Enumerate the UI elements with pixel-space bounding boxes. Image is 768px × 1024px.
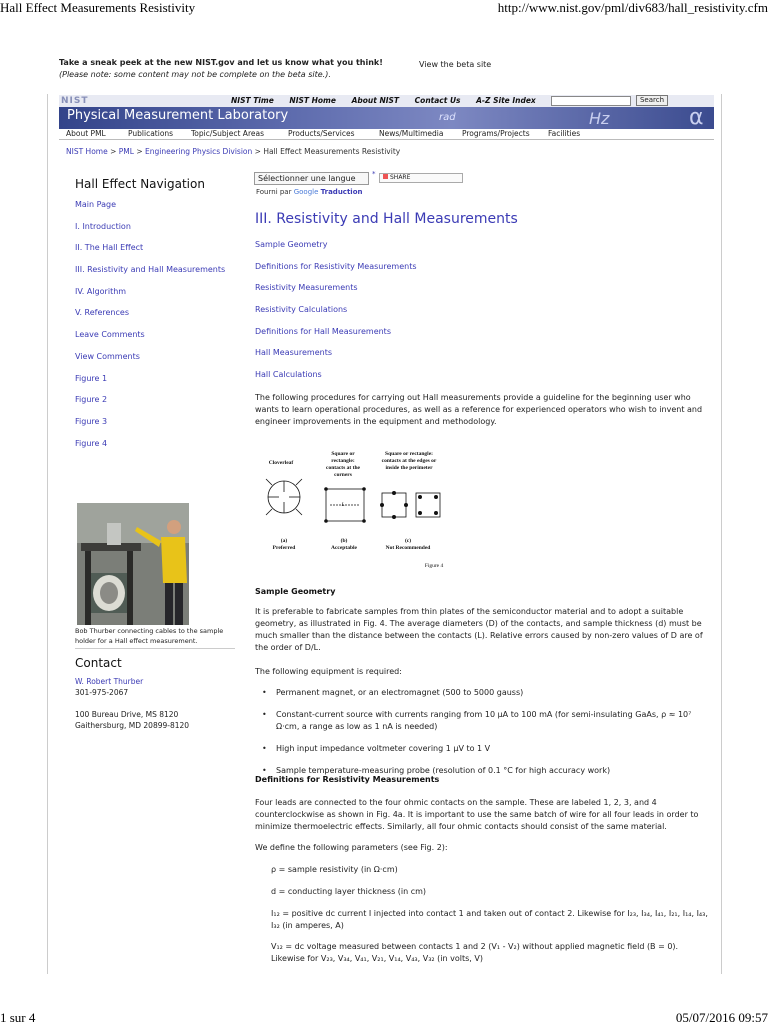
cloverleaf-shape — [266, 479, 302, 515]
figure-col-c-title: Square or rectangle: contacts at the edges or inside the perimeter — [381, 451, 437, 471]
site-banner — [59, 95, 714, 129]
nav-site-index[interactable]: A-Z Site Index — [476, 96, 536, 105]
beta-notice-note: (Please note: some content may not be complete on the beta site.). — [59, 70, 331, 79]
figure-a-caption — [264, 538, 304, 552]
print-page-number: 1 sur 4 — [0, 1010, 36, 1024]
contact-name-link[interactable]: W. Robert Thurber — [75, 677, 144, 686]
banner-decoration-hz: Hz — [589, 109, 610, 128]
figure-a-text: Preferred — [272, 545, 296, 551]
sidebar-divider — [75, 648, 235, 649]
definitions-resistivity-text: Four leads are connected to the four ohmic contacts on the sample. These are labeled 1, 2, 3, and 4 counterclockwise as shown in Fig. 4a. It is important to use the same batch of wire for all four leads in order to minimize thermoelectric effects. Similarly, all four ohmic contacts should consist of the same material. — [255, 798, 699, 831]
list-item: • High input impedance voltmeter covering 1 μV to 1 V — [262, 743, 712, 755]
sidebar-item-algorithm[interactable]: IV. Algorithm — [75, 286, 127, 296]
nav-nist-time[interactable]: NIST Time — [231, 96, 274, 105]
figure-col-a-title: Cloverleaf — [268, 460, 294, 466]
breadcrumb — [66, 147, 400, 156]
beta-notice-headline: Take a sneak peek at the new NIST.gov and let us know what you think! — [59, 58, 383, 67]
list-item: • Permanent magnet, or an electromagnet (500 to 5000 gauss) — [262, 687, 712, 699]
page-border-left — [47, 94, 48, 974]
breadcrumb-division[interactable]: Engineering Physics Division — [145, 147, 253, 156]
nav-contact-us[interactable]: Contact Us — [414, 96, 461, 105]
google-logo[interactable]: Google — [293, 188, 319, 196]
param-rho: ρ = sample resistivity (in Ω·cm) — [271, 865, 398, 874]
page-heading: III. Resistivity and Hall Measurements — [255, 211, 518, 227]
main-nav-topic-areas[interactable]: Topic/Subject Areas — [191, 129, 264, 138]
sidebar-item-leave-comments[interactable]: Leave Comments — [75, 330, 145, 340]
figure-c-caption — [376, 538, 440, 552]
powered-prefix: Fourni par — [256, 188, 292, 196]
share-button[interactable] — [379, 173, 463, 183]
nav-divider — [59, 139, 714, 140]
breadcrumb-current: Hall Effect Measurements Resistivity — [263, 147, 401, 156]
toc-resistivity-calculations[interactable]: Resistivity Calculations — [255, 305, 348, 315]
contact-phone: 301-975-2067 — [75, 688, 129, 697]
list-item: • Constant-current source with currents ranging from 10 μA to 100 mA (for semi-insulating GaAs, ρ ≈ 10⁷ Ω·cm, a range as low as 1 nA is needed) — [262, 709, 712, 732]
search-input[interactable] — [551, 96, 631, 106]
lab-title[interactable]: Physical Measurement Laboratory — [67, 108, 289, 123]
sample-geometry-heading: Sample Geometry — [255, 587, 336, 596]
sidebar-item-view-comments[interactable]: View Comments — [75, 351, 140, 361]
contact-address-line1: 100 Bureau Drive, MS 8120 — [75, 710, 179, 719]
breadcrumb-pml[interactable]: PML — [118, 147, 134, 156]
contact-title: Contact — [75, 656, 122, 670]
figure-b-caption — [324, 538, 364, 552]
banner-decoration-rad: rad — [439, 112, 456, 123]
sidebar-item-figure-3[interactable]: Figure 3 — [75, 416, 108, 426]
beta-notice — [59, 57, 383, 81]
param-voltage: V₁₂ = dc voltage measured between contacts 1 and 2 (V₁ - V₂) without applied magnetic field (B = 0). Likewise for V₂₃, V₃₄, V₄₁, V₂₁, V₁₄, V₄₃, V₃₂ (in volts, V) — [271, 942, 679, 963]
figure-4-sample-geometries — [258, 447, 454, 572]
equipment-intro: The following equipment is required: — [255, 667, 402, 676]
nav-nist-home[interactable]: NIST Home — [289, 96, 336, 105]
translate-link[interactable]: Traduction — [320, 188, 363, 196]
sidebar-item-hall-effect[interactable]: II. The Hall Effect — [75, 243, 144, 253]
square-edge-contacts — [382, 493, 406, 517]
parameters-intro: We define the following parameters (see Fig. 2): — [255, 843, 448, 852]
breadcrumb-separator: > — [254, 147, 261, 156]
param-current: I₁₂ = positive dc current I injected into contact 1 and taken out of contact 2. Likewise for I₂₃, I₃₄, I₄₁, I₂₁, I₁₄, I₄₃, I₃₂ (in amperes, A) — [271, 909, 708, 930]
list-item: • Sample temperature-measuring probe (resolution of 0.1 °C for high accuracy work) — [262, 765, 712, 777]
param-d: d = conducting layer thickness (in cm) — [271, 887, 427, 896]
print-page-title: Hall Effect Measurements Resistivity — [0, 0, 196, 15]
main-nav-programs-projects[interactable]: Programs/Projects — [462, 129, 530, 138]
contact-info — [75, 676, 189, 731]
figure-a-label: (a) — [280, 538, 288, 544]
figure-b-distance-label: L — [341, 502, 345, 508]
share-icon — [383, 174, 388, 179]
breadcrumb-separator: > — [136, 147, 143, 156]
toc-hall-measurements[interactable]: Hall Measurements — [255, 348, 332, 358]
photo-caption: Bob Thurber connecting cables to the sample holder for a Hall effect measurement. — [75, 627, 224, 645]
sidebar-item-figure-2[interactable]: Figure 2 — [75, 395, 108, 405]
main-nav-publications[interactable]: Publications — [128, 129, 174, 138]
figure-4-drawing — [258, 447, 454, 572]
print-page-url: http://www.nist.gov/pml/div683/hall_resistivity.cfm — [497, 0, 768, 15]
share-label: SHARE — [390, 174, 411, 181]
figure-c-label: (c) — [404, 538, 412, 544]
figure-c-text: Not Recommended — [385, 545, 431, 551]
breadcrumb-separator: > — [110, 147, 117, 156]
main-nav-news-multimedia[interactable]: News/Multimedia — [379, 129, 444, 138]
main-nav-facilities[interactable]: Facilities — [548, 129, 581, 138]
print-datetime: 05/07/2016 09:57 — [675, 1010, 768, 1024]
sidebar-title: Hall Effect Navigation — [75, 177, 205, 191]
intro-paragraph: The following procedures for carrying out Hall measurements provide a guideline for the beginning user who wants to learn operational procedures, as well as a reference for experienced operators who wish to invent and engineer improvements in the equipment and methodology. — [255, 393, 703, 426]
translate-star-icon: * — [372, 170, 376, 178]
sidebar-item-resistivity[interactable]: III. Resistivity and Hall Measurements — [75, 265, 226, 275]
view-beta-link[interactable]: View the beta site — [419, 60, 492, 69]
toc-definitions-resistivity[interactable]: Definitions for Resistivity Measurements — [255, 261, 417, 271]
sidebar-nav — [75, 200, 225, 460]
main-nav-about-pml[interactable]: About PML — [66, 129, 106, 138]
figure-label: Figure 4 — [424, 563, 444, 569]
sidebar-item-figure-1[interactable]: Figure 1 — [75, 373, 108, 383]
page-border-right — [721, 94, 722, 974]
sidebar-item-figure-4[interactable]: Figure 4 — [75, 438, 108, 448]
banner-decoration-alpha: α — [689, 105, 704, 129]
figure-b-label: (b) — [340, 538, 348, 544]
section-toc — [255, 240, 417, 392]
toc-resistivity-measurements[interactable]: Resistivity Measurements — [255, 283, 358, 293]
breadcrumb-nist-home[interactable]: NIST Home — [66, 147, 108, 156]
researcher-photo — [77, 503, 189, 625]
utility-nav — [231, 96, 549, 105]
figure-col-b-title: Square or rectangle: contacts at the corners — [326, 451, 360, 478]
search-button[interactable]: Search — [636, 95, 668, 106]
definitions-resistivity-heading: Definitions for Resistivity Measurements — [255, 775, 440, 784]
nav-about-nist[interactable]: About NIST — [351, 96, 400, 105]
contact-address-line2: Gaithersburg, MD 20899-8120 — [75, 721, 190, 730]
toc-definitions-hall[interactable]: Definitions for Hall Measurements — [255, 326, 391, 336]
figure-b-text: Acceptable — [331, 545, 357, 551]
equipment-list — [262, 687, 712, 787]
sample-geometry-text: It is preferable to fabricate samples from thin plates of the semiconductor material and to adopt a suitable geometry, as illustrated in Fig. 4. The average diameters (D) of the contacts, and sample thickness (d) must be much smaller than the distance between the contacts (L). Relative errors caused by non-zero values of D are of the order of D/L. — [255, 607, 703, 652]
sidebar-item-introduction[interactable]: I. Introduction — [75, 221, 131, 231]
google-translate-credit — [256, 188, 363, 196]
language-select[interactable]: Sélectionner une langue — [254, 172, 369, 185]
toc-hall-calculations[interactable]: Hall Calculations — [255, 370, 322, 380]
toc-sample-geometry[interactable]: Sample Geometry — [255, 240, 328, 249]
sidebar-item-main-page[interactable]: Main Page — [75, 200, 117, 209]
sidebar-item-references[interactable]: V. References — [75, 308, 129, 318]
nist-logo[interactable]: NIST — [61, 96, 89, 106]
main-nav-products-services[interactable]: Products/Services — [288, 129, 355, 138]
